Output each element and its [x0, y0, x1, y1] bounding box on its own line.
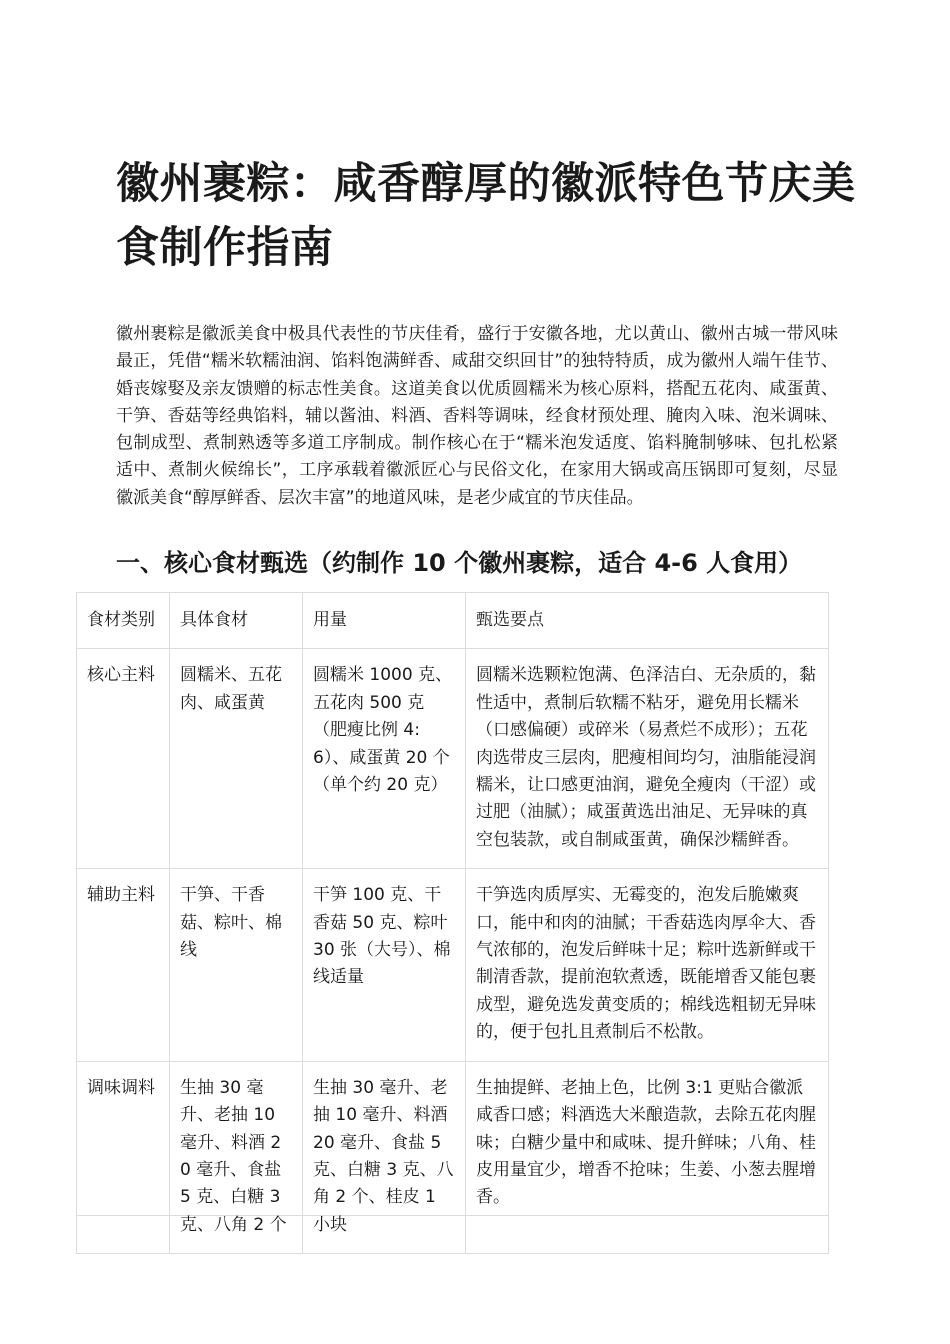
ingredients-table-container [76, 592, 828, 1235]
cell-items: 干笋、干香菇、粽叶、棉线 [170, 869, 303, 1061]
cell-tips: 生抽提鲜、老抽上色，比例 3:1 更贴合徽派咸香口感；料酒选大米酿造款，去除五花肉腥味；白糖少量中和咸味、提升鲜味；八角、桂皮用量宜少，增香不抢味；生姜、小葱去腥增香。 [466, 1061, 829, 1253]
section-heading-ingredients: 一、核心食材甄选（约制作 10 个徽州裹粽，适合 4-6 人食用） [116, 549, 803, 577]
intro-paragraph: 徽州裹粽是徽派美食中极具代表性的节庆佳肴，盛行于安徽各地，尤以黄山、徽州古城一带风味最正，凭借“糯米软糯油润、馅料饱满鲜香、咸甜交织回甘”的独特特质，成为徽州人端午佳节、婚丧嫁娶及亲友馈赠的标志性美食。这道美食以优质圆糯米为核心原料，搭配五花肉、咸蛋黄、干笋、香菇等经典馅料，辅以酱油、料酒、香料等调味，经食材预处理、腌肉入味、泡米调味、包制成型、煮制熟透等多道工序制成。制作核心在于“糯米泡发适度、馅料腌制够味、包扎松紧适中、煮制火候绵长”，工序承载着徽派匠心与民俗文化，在家用大锅或高压锅即可复刻，尽显徽派美食“醇厚鲜香、层次丰富”的地道风味，是老少咸宜的节庆佳品。 [116, 324, 838, 508]
cell-items: 生抽 30 毫升、老抽 10 毫升、料酒 20 毫升、食盐 5 克、白糖 3 克、八角 2 个 [170, 1061, 303, 1253]
header-category: 食材类别 [77, 593, 170, 649]
cell-category: 核心主料 [77, 649, 170, 869]
ingredients-table [76, 592, 829, 1254]
cell-category: 辅助主料 [77, 869, 170, 1061]
header-tips: 甄选要点 [466, 593, 829, 649]
page-title: 徽州裹粽：咸香醇厚的徽派特色节庆美食制作指南 [116, 159, 856, 273]
cell-amount: 生抽 30 毫升、老抽 10 毫升、料酒 20 毫升、食盐 5 克、白糖 3 克、八角 2 个、桂皮 1 小块 [303, 1061, 466, 1253]
cell-tips: 干笋选肉质厚实、无霉变的，泡发后脆嫩爽口，能中和肉的油腻；干香菇选肉厚伞大、香气浓郁的，泡发后鲜味十足；粽叶选新鲜或干制清香款，提前泡软煮透，既能增香又能包裹成型，避免选发黄变质的；棉线选粗韧无异味的，便于包扎且煮制后不松散。 [466, 869, 829, 1061]
table-row [77, 1061, 829, 1253]
cell-amount: 干笋 100 克、干香菇 50 克、粽叶 30 张（大号）、棉线适量 [303, 869, 466, 1061]
header-items: 具体食材 [170, 593, 303, 649]
cell-category: 调味调料 [77, 1061, 170, 1253]
table-row [77, 869, 829, 1061]
cell-items: 圆糯米、五花肉、咸蛋黄 [170, 649, 303, 869]
table-header-row [77, 593, 829, 649]
cell-amount: 圆糯米 1000 克、五花肉 500 克（肥瘦比例 4:6）、咸蛋黄 20 个（单个约 20 克） [303, 649, 466, 869]
table-row [77, 649, 829, 869]
cell-tips: 圆糯米选颗粒饱满、色泽洁白、无杂质的，黏性适中，煮制后软糯不粘牙，避免用长糯米（口感偏硬）或碎米（易煮烂不成形）；五花肉选带皮三层肉，肥瘦相间均匀，油脂能浸润糯米，让口感更油润，避免全瘦肉（干涩）或过肥（油腻）；咸蛋黄选出油足、无异味的真空包装款，或自制咸蛋黄，确保沙糯鲜香。 [466, 649, 829, 869]
header-amount: 用量 [303, 593, 466, 649]
